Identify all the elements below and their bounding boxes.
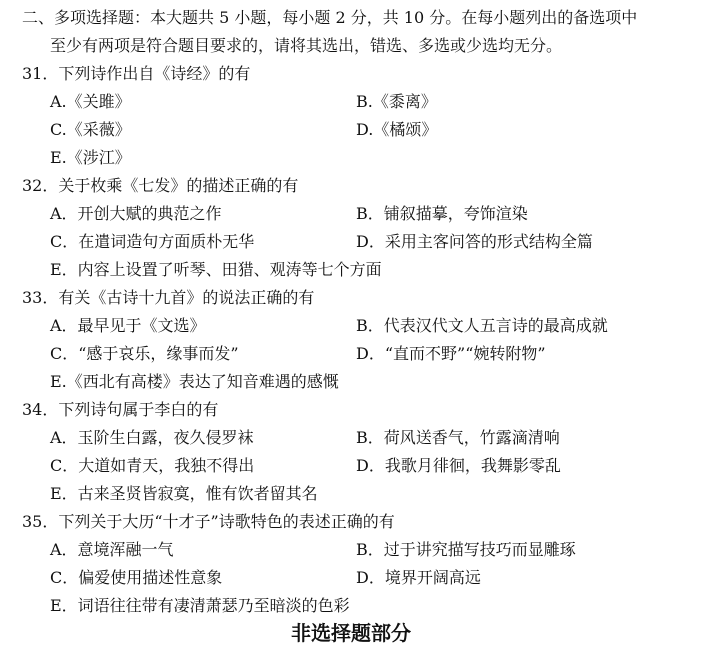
option-b: B．荷风送香气，竹露滴清响: [356, 428, 560, 447]
option-a: A．玉阶生白露，夜久侵罗袜: [50, 428, 254, 447]
question-stem: 35．下列关于大历“十才子”诗歌特色的表述正确的有: [22, 512, 395, 531]
option-d: D．我歌月徘徊，我舞影零乱: [356, 456, 561, 475]
option-e: E．古来圣贤皆寂寞，惟有饮者留其名: [50, 484, 318, 503]
option-d: D.《橘颂》: [356, 120, 438, 139]
option-d: D．“直而不野”“婉转附物”: [356, 344, 546, 363]
option-c: C．大道如青天，我独不得出: [50, 456, 255, 475]
question-stem: 32．关于枚乘《七发》的描述正确的有: [22, 176, 299, 195]
question-stem: 33．有关《古诗十九首》的说法正确的有: [22, 288, 315, 307]
option-e: E．内容上设置了听琴、田猎、观涛等七个方面: [50, 260, 382, 279]
part-title: 非选择题部分: [291, 621, 411, 645]
option-b: B.《黍离》: [356, 92, 437, 111]
option-e: E.《涉江》: [50, 148, 131, 167]
option-c: C．在遣词造句方面质朴无华: [50, 232, 255, 251]
option-e: E．词语往往带有凄清萧瑟乃至暗淡的色彩: [50, 596, 350, 615]
option-b: B．过于讲究描写技巧而显雕琢: [356, 540, 576, 559]
question-stem: 34．下列诗句属于李白的有: [22, 400, 219, 419]
option-a: A.《关雎》: [50, 92, 131, 111]
option-b: B．铺叙描摹，夸饰渲染: [356, 204, 528, 223]
option-a: A．最早见于《文选》: [50, 316, 206, 335]
option-e: E.《西北有高楼》表达了知音难遇的感慨: [50, 372, 339, 391]
section-header-line1: 二、多项选择题：本大题共 5 小题，每小题 2 分，共 10 分。在每小题列出的备选项中: [22, 8, 638, 27]
option-c: C.《采薇》: [50, 120, 131, 139]
option-b: B．代表汉代文人五言诗的最高成就: [356, 316, 608, 335]
option-a: A．意境浑融一气: [50, 540, 174, 559]
option-d: D．境界开阔高远: [356, 568, 481, 587]
option-c: C．“感于哀乐，缘事而发”: [50, 344, 239, 363]
section-header-line2: 至少有两项是符合题目要求的，请将其选出，错选、多选或少选均无分。: [50, 36, 563, 55]
option-c: C．偏爱使用描述性意象: [50, 568, 223, 587]
question-stem: 31．下列诗作出自《诗经》的有: [22, 64, 251, 83]
option-d: D．采用主客问答的形式结构全篇: [356, 232, 593, 251]
option-a: A．开创大赋的典范之作: [50, 204, 222, 223]
